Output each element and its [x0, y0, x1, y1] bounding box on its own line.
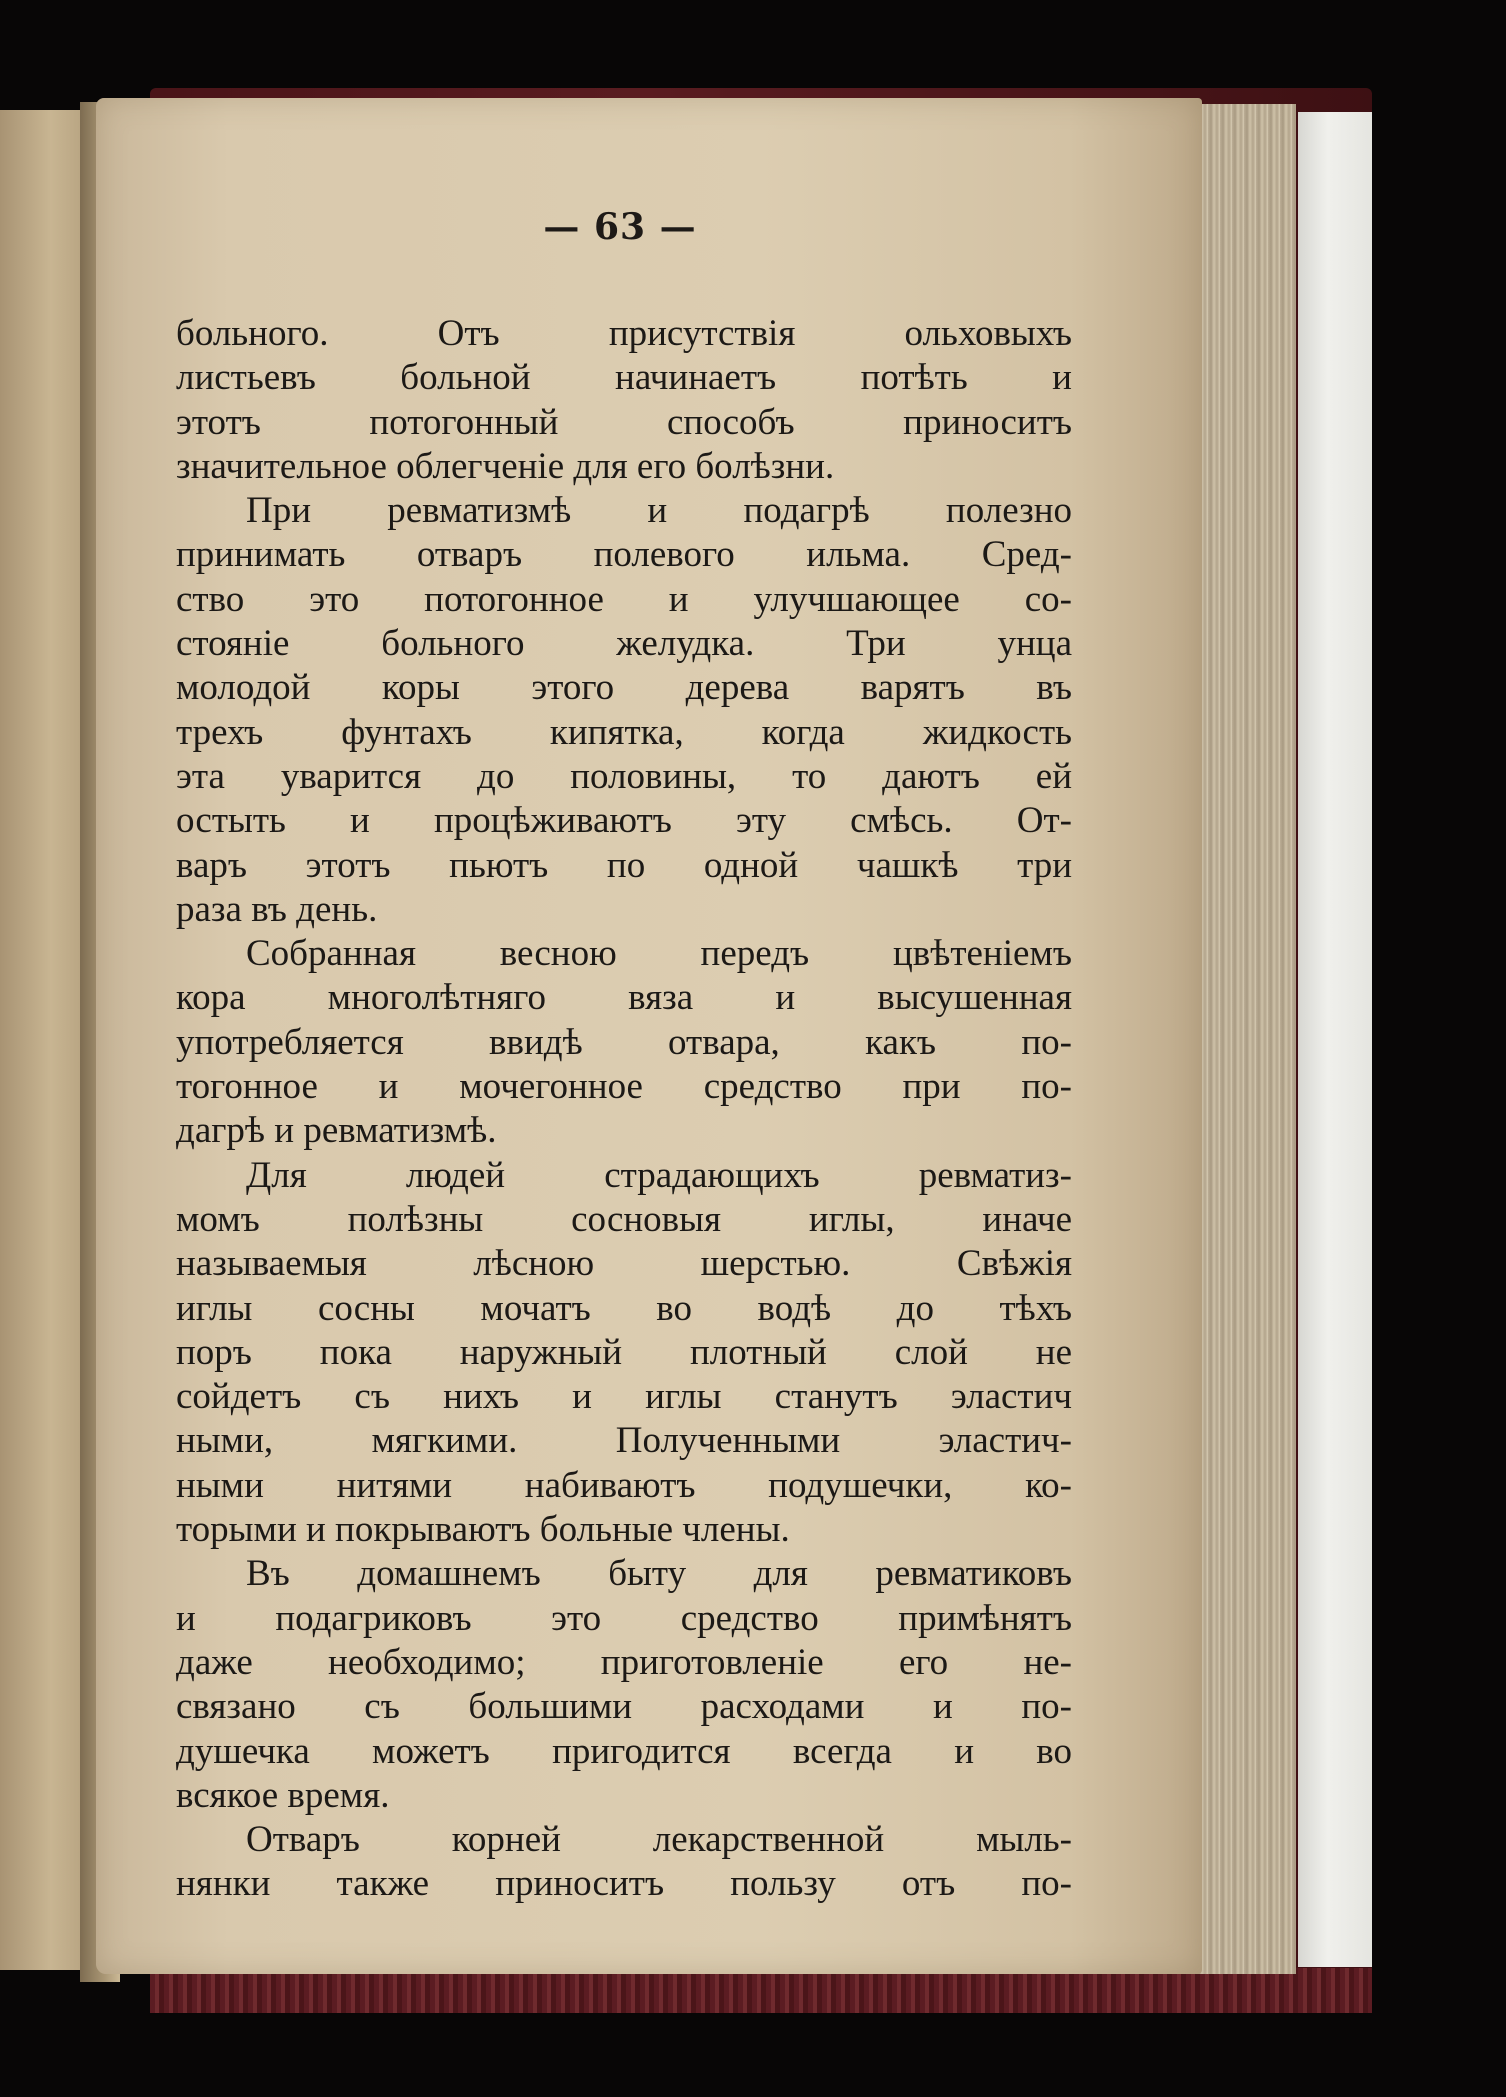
text-line: тогонное и мочегонное средство при по- — [176, 1066, 1072, 1108]
text-line: и подагриковъ это средство примѣнятъ — [176, 1597, 1072, 1639]
text-line: больного. Отъ присутствія ольховыхъ — [176, 313, 1072, 354]
page-text — [176, 312, 1072, 1907]
text-line: варъ этотъ пьютъ по одной чашкѣ три — [176, 844, 1072, 886]
text-line: значительное облегченіе для его болѣзни. — [176, 445, 835, 487]
text-line: трехъ фунтахъ кипятка, когда жидкость — [176, 711, 1072, 753]
text-line: При ревматизмѣ и подагрѣ полезно — [246, 490, 1072, 532]
text-line: ными, мягкими. Полученными эластич- — [176, 1420, 1072, 1462]
text-line: торыми и покрываютъ больные члены. — [176, 1509, 790, 1551]
text-line: эта уварится до половины, то даютъ ей — [176, 755, 1072, 797]
text-line: момъ полѣзны сосновыя иглы, иначе — [176, 1198, 1072, 1240]
text-line: этотъ потогонный способъ приноситъ — [176, 401, 1072, 443]
text-line: Отваръ корней лекарственной мыль- — [246, 1819, 1072, 1861]
text-line: остыть и процѣживаютъ эту смѣсь. От- — [176, 800, 1072, 842]
text-line: связано съ большими расходами и по- — [176, 1686, 1072, 1728]
text-line: принимать отваръ полевого ильма. Сред- — [176, 534, 1072, 576]
text-line: листьевъ больной начинаетъ потѣть и — [176, 357, 1072, 399]
text-line: сойдетъ съ нихъ и иглы станутъ эластич — [176, 1376, 1072, 1418]
text-line: дагрѣ и ревматизмѣ. — [176, 1110, 497, 1152]
text-line: душечка можетъ пригодится всегда и во — [176, 1730, 1072, 1772]
book-cover-edge — [150, 1968, 1372, 2013]
text-line: даже необходимо; приготовленіе его не- — [176, 1641, 1072, 1683]
text-line: всякое время. — [176, 1774, 390, 1816]
text-line: ными нитями набиваютъ подушечки, ко- — [176, 1464, 1072, 1506]
text-line: Въ домашнемъ быту для ревматиковъ — [246, 1553, 1072, 1595]
text-line: иглы сосны мочатъ во водѣ до тѣхъ — [176, 1287, 1072, 1329]
text-line: поръ пока наружный плотный слой не — [176, 1331, 1072, 1373]
text-line: Собранная весною передъ цвѣтеніемъ — [246, 933, 1072, 975]
text-line: употребляется ввидѣ отвара, какъ по- — [176, 1021, 1072, 1063]
previous-page-edge — [0, 110, 92, 1970]
text-line: стояніе больного желудка. Три унца — [176, 623, 1072, 665]
text-line: ство это потогонное и улучшающее со- — [176, 578, 1072, 620]
white-insert-sheet — [1298, 112, 1372, 1967]
text-line: называемыя лѣсною шерстью. Свѣжія — [176, 1243, 1072, 1285]
page-number: — 63 — — [543, 206, 697, 248]
text-line: молодой коры этого дерева варятъ въ — [176, 667, 1072, 709]
page-block-edges — [1196, 104, 1296, 1974]
text-line: раза въ день. — [176, 888, 378, 930]
text-line: нянки также приноситъ пользу отъ по- — [176, 1863, 1072, 1905]
text-line: кора многолѣтняго вяза и высушенная — [176, 977, 1072, 1019]
text-line: Для людей страдающихъ ревматиз- — [246, 1154, 1072, 1196]
